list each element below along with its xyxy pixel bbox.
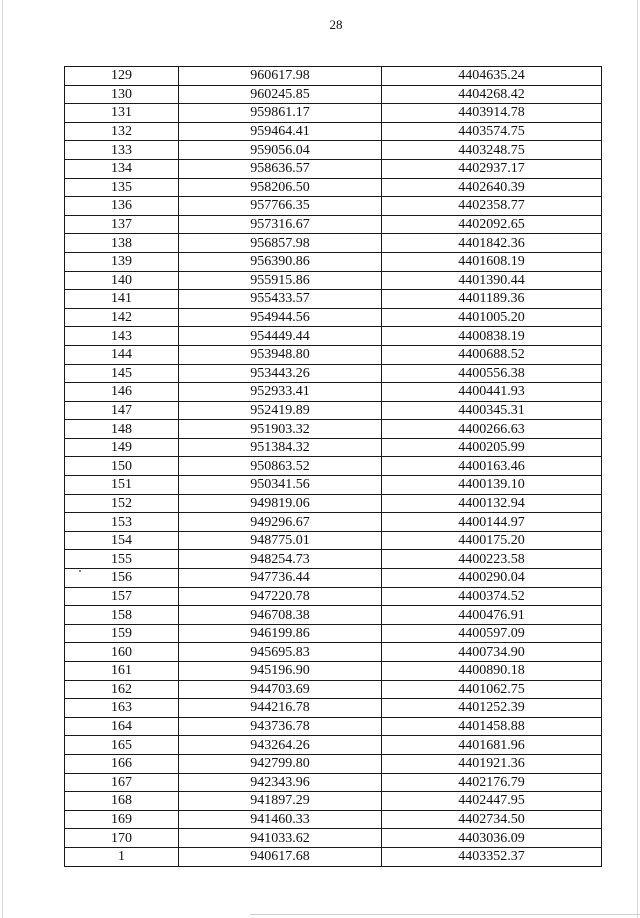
x-coordinate-cell: 947736.44 (179, 569, 382, 588)
x-coordinate-cell: 944703.69 (179, 680, 382, 699)
x-coordinate-cell: 960617.98 (179, 67, 382, 86)
x-coordinate-cell: 953443.26 (179, 364, 382, 383)
table-row (65, 457, 602, 476)
y-coordinate-cell: 4403914.78 (382, 104, 602, 123)
x-coordinate-cell: 941033.62 (179, 829, 382, 848)
table-row (65, 662, 602, 681)
point-number-cell: 142 (65, 308, 179, 327)
y-coordinate-cell: 4401005.20 (382, 308, 602, 327)
x-coordinate-cell: 948775.01 (179, 531, 382, 550)
table-row (65, 67, 602, 86)
table-row (65, 699, 602, 718)
x-coordinate-cell: 949296.67 (179, 513, 382, 532)
point-number-cell: 146 (65, 383, 179, 402)
point-number-cell: 150 (65, 457, 179, 476)
point-number-cell: 139 (65, 252, 179, 271)
x-coordinate-cell: 954449.44 (179, 327, 382, 346)
y-coordinate-cell: 4400132.94 (382, 494, 602, 513)
x-coordinate-cell: 951903.32 (179, 420, 382, 439)
x-coordinate-cell: 950341.56 (179, 476, 382, 495)
y-coordinate-cell: 4400205.99 (382, 438, 602, 457)
y-coordinate-cell: 4401608.19 (382, 252, 602, 271)
table-row (65, 513, 602, 532)
point-number-cell: 165 (65, 736, 179, 755)
table-row (65, 327, 602, 346)
y-coordinate-cell: 4401681.96 (382, 736, 602, 755)
point-number-cell: 148 (65, 420, 179, 439)
point-number-cell: 163 (65, 699, 179, 718)
y-coordinate-cell: 4402358.77 (382, 197, 602, 216)
y-coordinate-cell: 4401062.75 (382, 680, 602, 699)
y-coordinate-cell: 4400144.97 (382, 513, 602, 532)
table-row (65, 159, 602, 178)
table-row (65, 717, 602, 736)
table-row (65, 606, 602, 625)
x-coordinate-cell: 946708.38 (179, 606, 382, 625)
point-number-cell: 134 (65, 159, 179, 178)
y-coordinate-cell: 4403036.09 (382, 829, 602, 848)
point-number-cell: 168 (65, 792, 179, 811)
y-coordinate-cell: 4400476.91 (382, 606, 602, 625)
y-coordinate-cell: 4400223.58 (382, 550, 602, 569)
point-number-cell: 161 (65, 662, 179, 681)
y-coordinate-cell: 4403574.75 (382, 122, 602, 141)
x-coordinate-cell: 943264.26 (179, 736, 382, 755)
x-coordinate-cell: 955915.86 (179, 271, 382, 290)
y-coordinate-cell: 4402640.39 (382, 178, 602, 197)
point-number-cell: 158 (65, 606, 179, 625)
x-coordinate-cell: 958206.50 (179, 178, 382, 197)
point-number-cell: 154 (65, 531, 179, 550)
point-number-cell: 131 (65, 104, 179, 123)
table-row (65, 345, 602, 364)
y-coordinate-cell: 4404268.42 (382, 85, 602, 104)
y-coordinate-cell: 4403352.37 (382, 847, 602, 866)
point-number-cell: 132 (65, 122, 179, 141)
y-coordinate-cell: 4402734.50 (382, 810, 602, 829)
y-coordinate-cell: 4400838.19 (382, 327, 602, 346)
table-row (65, 197, 602, 216)
y-coordinate-cell: 4400597.09 (382, 624, 602, 643)
table-row (65, 754, 602, 773)
point-number-cell: 140 (65, 271, 179, 290)
x-coordinate-cell: 956390.86 (179, 252, 382, 271)
point-number-cell: 136 (65, 197, 179, 216)
table-row (65, 364, 602, 383)
point-number-cell: 159 (65, 624, 179, 643)
x-coordinate-cell: 949819.06 (179, 494, 382, 513)
table-row (65, 531, 602, 550)
y-coordinate-cell: 4401390.44 (382, 271, 602, 290)
point-number-cell: 138 (65, 234, 179, 253)
x-coordinate-cell: 942799.80 (179, 754, 382, 773)
point-number-cell: 152 (65, 494, 179, 513)
y-coordinate-cell: 4400345.31 (382, 401, 602, 420)
table-row (65, 736, 602, 755)
point-number-cell: 160 (65, 643, 179, 662)
point-number-cell: 145 (65, 364, 179, 383)
y-coordinate-cell: 4402176.79 (382, 773, 602, 792)
y-coordinate-cell: 4401252.39 (382, 699, 602, 718)
x-coordinate-cell: 948254.73 (179, 550, 382, 569)
x-coordinate-cell: 943736.78 (179, 717, 382, 736)
table-row (65, 624, 602, 643)
x-coordinate-cell: 942343.96 (179, 773, 382, 792)
table-row (65, 773, 602, 792)
x-coordinate-cell: 956857.98 (179, 234, 382, 253)
y-coordinate-cell: 4401189.36 (382, 290, 602, 309)
point-number-cell: 141 (65, 290, 179, 309)
x-coordinate-cell: 953948.80 (179, 345, 382, 364)
x-coordinate-cell: 957316.67 (179, 215, 382, 234)
x-coordinate-cell: 941897.29 (179, 792, 382, 811)
x-coordinate-cell: 951384.32 (179, 438, 382, 457)
table-row (65, 847, 602, 866)
table-row (65, 234, 602, 253)
scan-edge-right (637, 0, 638, 918)
point-number-cell: 162 (65, 680, 179, 699)
point-number-cell: 149 (65, 438, 179, 457)
y-coordinate-cell: 4400890.18 (382, 662, 602, 681)
table-row (65, 494, 602, 513)
x-coordinate-cell: 941460.33 (179, 810, 382, 829)
table-row (65, 252, 602, 271)
point-number-cell: 130 (65, 85, 179, 104)
table-row (65, 308, 602, 327)
table-row (65, 401, 602, 420)
point-number-cell: 144 (65, 345, 179, 364)
y-coordinate-cell: 4400175.20 (382, 531, 602, 550)
x-coordinate-cell: 959464.41 (179, 122, 382, 141)
y-coordinate-cell: 4401842.36 (382, 234, 602, 253)
table-row (65, 141, 602, 160)
table-row (65, 85, 602, 104)
table-row (65, 680, 602, 699)
x-coordinate-cell: 955433.57 (179, 290, 382, 309)
point-number-cell: 143 (65, 327, 179, 346)
y-coordinate-cell: 4404635.24 (382, 67, 602, 86)
table-row (65, 569, 602, 588)
y-coordinate-cell: 4400266.63 (382, 420, 602, 439)
y-coordinate-cell: 4402937.17 (382, 159, 602, 178)
y-coordinate-cell: 4400734.90 (382, 643, 602, 662)
x-coordinate-cell: 947220.78 (179, 587, 382, 606)
table-row (65, 810, 602, 829)
point-number-cell: 157 (65, 587, 179, 606)
x-coordinate-cell: 957766.35 (179, 197, 382, 216)
table-row (65, 122, 602, 141)
point-number-cell: 164 (65, 717, 179, 736)
y-coordinate-cell: 4401921.36 (382, 754, 602, 773)
x-coordinate-cell: 959056.04 (179, 141, 382, 160)
x-coordinate-cell: 952419.89 (179, 401, 382, 420)
table-row (65, 104, 602, 123)
coordinates-table-body (65, 67, 602, 867)
point-number-cell: 155 (65, 550, 179, 569)
table-row (65, 438, 602, 457)
x-coordinate-cell: 954944.56 (179, 308, 382, 327)
y-coordinate-cell: 4400290.04 (382, 569, 602, 588)
point-number-cell: 153 (65, 513, 179, 532)
y-coordinate-cell: 4401458.88 (382, 717, 602, 736)
y-coordinate-cell: 4402092.65 (382, 215, 602, 234)
table-row (65, 550, 602, 569)
scan-edge-left (2, 0, 3, 918)
point-number-cell: 137 (65, 215, 179, 234)
x-coordinate-cell: 960245.85 (179, 85, 382, 104)
x-coordinate-cell: 950863.52 (179, 457, 382, 476)
table-row (65, 587, 602, 606)
y-coordinate-cell: 4400688.52 (382, 345, 602, 364)
point-number-cell: 147 (65, 401, 179, 420)
table-row (65, 178, 602, 197)
table-row (65, 290, 602, 309)
x-coordinate-cell: 945196.90 (179, 662, 382, 681)
point-number-cell: 169 (65, 810, 179, 829)
table-row (65, 792, 602, 811)
x-coordinate-cell: 945695.83 (179, 643, 382, 662)
y-coordinate-cell: 4400139.10 (382, 476, 602, 495)
y-coordinate-cell: 4400556.38 (382, 364, 602, 383)
x-coordinate-cell: 959861.17 (179, 104, 382, 123)
table-row (65, 271, 602, 290)
point-number-cell: 170 (65, 829, 179, 848)
x-coordinate-cell: 952933.41 (179, 383, 382, 402)
table-row (65, 383, 602, 402)
x-coordinate-cell: 940617.68 (179, 847, 382, 866)
y-coordinate-cell: 4400441.93 (382, 383, 602, 402)
point-number-cell: 156 (65, 569, 179, 588)
y-coordinate-cell: 4402447.95 (382, 792, 602, 811)
point-number-cell: 151 (65, 476, 179, 495)
table-row (65, 476, 602, 495)
scan-bottom-edge (250, 914, 640, 915)
y-coordinate-cell: 4400163.46 (382, 457, 602, 476)
x-coordinate-cell: 958636.57 (179, 159, 382, 178)
x-coordinate-cell: 944216.78 (179, 699, 382, 718)
table-row (65, 420, 602, 439)
point-number-cell: 167 (65, 773, 179, 792)
table-row (65, 643, 602, 662)
point-number-cell: 166 (65, 754, 179, 773)
table-row (65, 829, 602, 848)
x-coordinate-cell: 946199.86 (179, 624, 382, 643)
point-number-cell: 135 (65, 178, 179, 197)
y-coordinate-cell: 4403248.75 (382, 141, 602, 160)
point-number-cell: 133 (65, 141, 179, 160)
point-number-cell: 1 (65, 847, 179, 866)
page-number: 28 (329, 17, 343, 32)
point-number-cell: 129 (65, 67, 179, 86)
y-coordinate-cell: 4400374.52 (382, 587, 602, 606)
coordinates-table (64, 66, 602, 867)
table-row (65, 215, 602, 234)
